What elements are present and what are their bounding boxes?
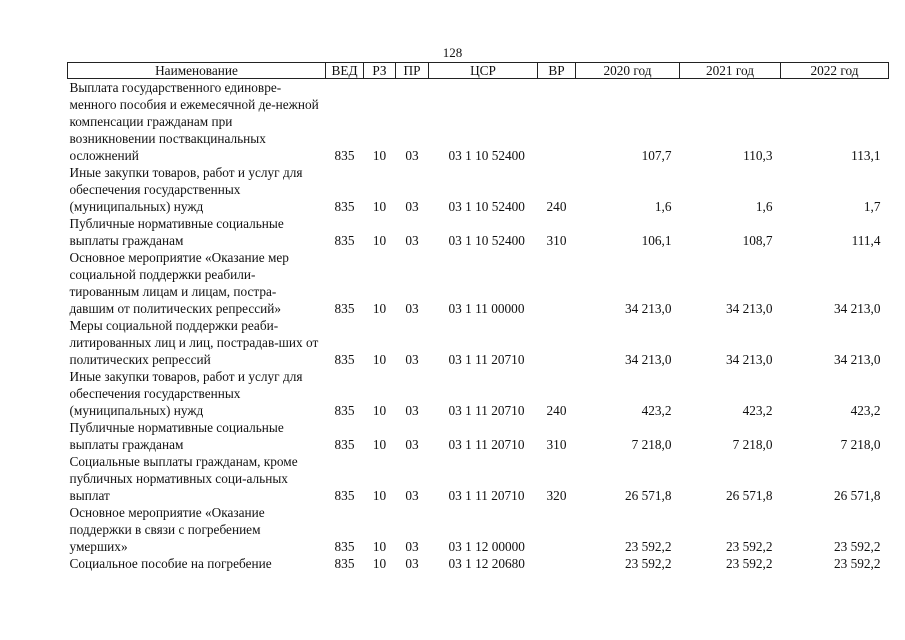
row-ved: 835 [334,403,355,418]
row-2021: 23 592,2 [725,556,773,571]
table-row [68,249,889,317]
row-2022: 23 592,2 [833,539,881,554]
header-vr: ВР [538,63,576,79]
row-ved: 835 [334,199,355,214]
header-rz: РЗ [364,63,396,79]
row-2022: 113,1 [851,148,881,163]
row-ved: 835 [334,539,355,554]
row-name: Меры социальной поддержки реаби-литированных лиц и лиц, пострадав-ших от политических репрессий [69,318,319,367]
row-ved: 835 [334,301,355,316]
table-row [68,164,889,215]
table-row [68,317,889,368]
row-vr [538,504,576,555]
page-number: 128 [442,45,463,60]
row-2020: 106,1 [641,233,672,248]
row-rz: 10 [372,403,387,418]
row-name: Основное мероприятие «Оказание поддержки в связи с погребением умерших» [69,505,265,554]
row-csr: 03 1 12 00000 [448,539,525,554]
row-csr: 03 1 10 52400 [448,199,525,214]
header-row [68,63,889,79]
row-csr: 03 1 11 20710 [448,352,525,367]
row-2020: 23 592,2 [624,539,672,554]
table-row [68,368,889,419]
header-name: Наименование [68,63,326,79]
row-csr: 03 1 10 52400 [448,148,525,163]
row-2021: 423,2 [742,403,773,418]
row-name: Публичные нормативные социальные выплаты гражданам [69,216,284,248]
row-ved: 835 [334,556,355,571]
row-pr: 03 [405,437,419,452]
row-2020: 1,6 [654,199,672,214]
row-vr: 240 [546,403,567,418]
row-name: Социальные выплаты гражданам, кроме публичных нормативных соци-альных выплат [69,454,298,503]
table-row [68,555,889,570]
row-2021: 7 218,0 [732,437,773,452]
row-pr: 03 [405,148,419,163]
row-pr: 03 [405,539,419,554]
row-ved: 835 [334,488,355,503]
header-csr: ЦСР [429,63,538,79]
row-2020: 7 218,0 [631,437,672,452]
row-2022: 34 213,0 [833,352,881,367]
header-2020: 2020 год [576,63,680,79]
table-row [68,215,889,249]
row-ved: 835 [334,437,355,452]
row-rz: 10 [372,199,387,214]
row-name: Выплата государственного единовре-менного пособия и ежемесячной де-нежной компенсации гражданам при возникновении поствакцинальных осложнений [69,80,319,163]
row-pr: 03 [405,556,419,571]
row-2022: 7 218,0 [840,437,881,452]
row-name: Основное мероприятие «Оказание мер социальной поддержки реабили-тированным лицам и лицам, постра-давшим от политических репрессий» [69,250,289,316]
row-csr: 03 1 11 20710 [448,437,525,452]
row-csr: 03 1 11 20710 [448,403,525,418]
row-vr [538,79,576,165]
header-pr: ПР [396,63,429,79]
row-2020: 34 213,0 [624,301,672,316]
row-2020: 107,7 [641,148,672,163]
row-csr: 03 1 11 20710 [448,488,525,503]
row-csr: 03 1 11 00000 [448,301,525,316]
row-rz: 10 [372,539,387,554]
row-2022: 26 571,8 [833,488,881,503]
row-rz: 10 [372,556,387,571]
row-ved: 835 [334,148,355,163]
row-2021: 108,7 [742,233,773,248]
row-name: Публичные нормативные социальные выплаты гражданам [69,420,284,452]
row-2021: 26 571,8 [725,488,773,503]
row-name: Социальное пособие на погребение [69,556,272,571]
row-pr: 03 [405,233,419,248]
row-2021: 1,6 [755,199,773,214]
row-name: Иные закупки товаров, работ и услуг для обеспечения государственных (муниципальных) нужд [69,165,303,214]
row-pr: 03 [405,301,419,316]
row-2020: 26 571,8 [624,488,672,503]
budget-table [67,62,889,570]
row-vr [538,249,576,317]
row-2022: 1,7 [863,199,881,214]
row-2022: 111,4 [851,233,881,248]
table-row [68,419,889,453]
header-ved: ВЕД [326,63,364,79]
row-csr: 03 1 10 52400 [448,233,525,248]
table-row [68,453,889,504]
table-row [68,504,889,555]
row-csr: 03 1 12 20680 [448,556,525,571]
row-2020: 34 213,0 [624,352,672,367]
row-pr: 03 [405,488,419,503]
row-vr: 310 [546,233,567,248]
row-2022: 23 592,2 [833,556,881,571]
row-rz: 10 [372,437,387,452]
row-ved: 835 [334,233,355,248]
row-2021: 23 592,2 [725,539,773,554]
row-2022: 34 213,0 [833,301,881,316]
row-2021: 34 213,0 [725,352,773,367]
row-rz: 10 [372,352,387,367]
row-name: Иные закупки товаров, работ и услуг для обеспечения государственных (муниципальных) нужд [69,369,303,418]
row-vr [538,555,576,570]
row-pr: 03 [405,199,419,214]
row-2021: 110,3 [743,148,773,163]
table-row [68,79,889,165]
header-2021: 2021 год [680,63,781,79]
row-2020: 423,2 [641,403,672,418]
row-2020: 23 592,2 [624,556,672,571]
row-rz: 10 [372,301,387,316]
header-2022: 2022 год [781,63,889,79]
row-2022: 423,2 [850,403,881,418]
row-pr: 03 [405,403,419,418]
row-vr: 240 [546,199,567,214]
row-rz: 10 [372,233,387,248]
row-rz: 10 [372,148,387,163]
row-vr: 310 [546,437,567,452]
row-ved: 835 [334,352,355,367]
row-vr [538,317,576,368]
row-rz: 10 [372,488,387,503]
row-2021: 34 213,0 [725,301,773,316]
row-pr: 03 [405,352,419,367]
row-vr: 320 [546,488,567,503]
